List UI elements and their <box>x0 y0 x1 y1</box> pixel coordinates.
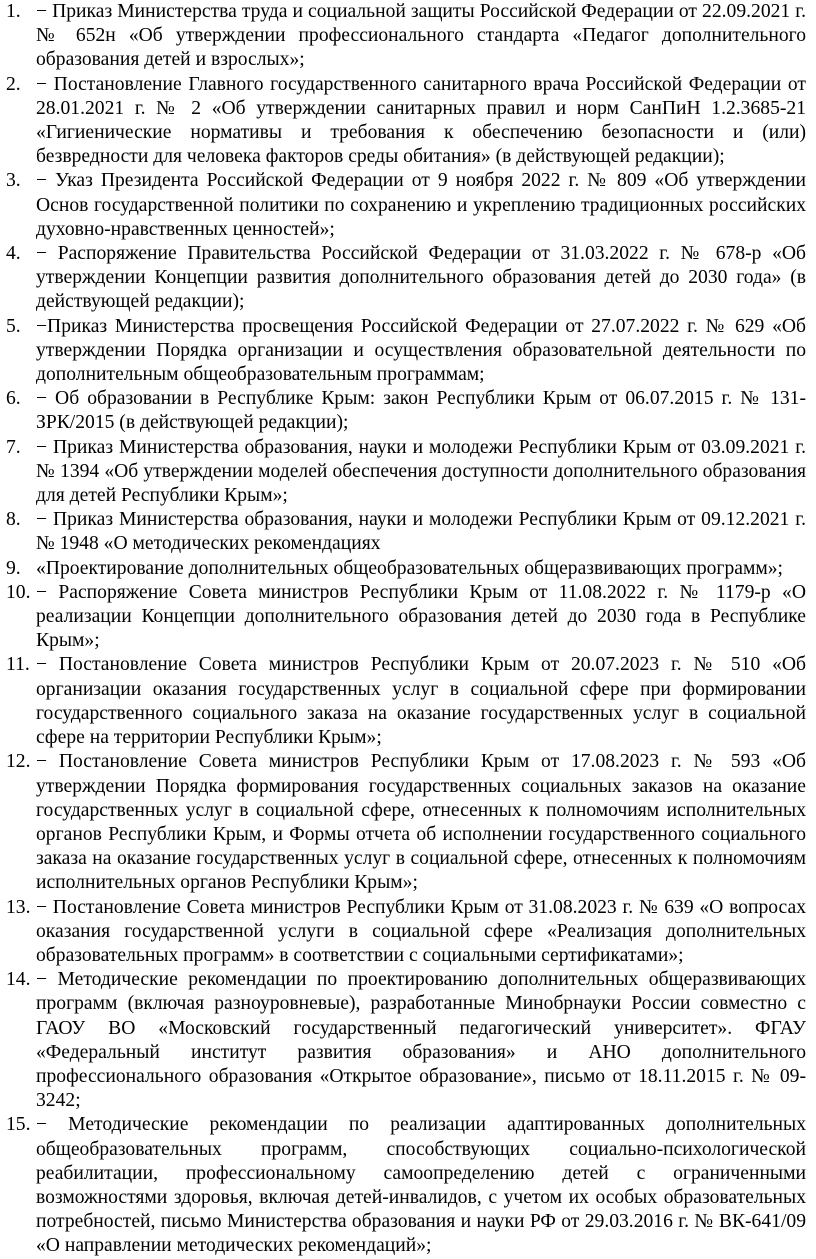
item-number: 1. <box>6 1 21 22</box>
item-text: «Проектирование дополнительных общеобразовательных общеразвивающих программ»; <box>36 557 783 579</box>
item-text: − Постановление Совета министров Республики Крым от 20.07.2023 г. № 510 «Об организации оказания государственных услуг в социальной сфере при формировании государственного социального заказа на оказание государственных услуг в социальной сфере на территории Республики Крым»; <box>36 654 806 749</box>
item-number: 7. <box>6 436 21 458</box>
item-text: − Об образовании в Республике Крым: закон Республики Крым от 06.07.2015 г. № 131-ЗРК/2015 (в действующей редакции); <box>36 388 806 434</box>
item-text: − Постановление Совета министров Республики Крым от 31.08.2023 г. № 639 «О вопросах оказания государственной услуги в социальной сфере «Реализация дополнительных образовательных программ» в соответствии с социальными сертификатами»; <box>36 896 806 966</box>
list-item <box>0 1113 806 1258</box>
item-text: −Приказ Министерства просвещения Российской Федерации от 27.07.2022 г. № 629 «Об утверждении Порядка организации и осуществления образовательной деятельности по дополнительным общеобразовательным программам; <box>36 315 806 386</box>
item-number: 13. <box>6 896 31 918</box>
list-item <box>0 169 806 242</box>
item-number: 9. <box>6 557 21 579</box>
item-text: − Методические рекомендации по проектированию дополнительных общеразвивающих программ (включая разноуровневые), разработанные Минобрнауки России совместно с ГАОУ ВО «Московский государственный педагогический университет». ФГАУ «Федеральный институт развития образования» и АНО дополнительного профессионального образования «Открытое образование», письмо от 18.11.2015 г. № 09-3242; <box>36 969 806 1112</box>
list-item <box>0 315 806 388</box>
list-item <box>0 750 806 895</box>
list-item <box>0 968 806 1113</box>
list-item <box>0 653 806 750</box>
list-item <box>0 436 806 509</box>
list-item <box>0 508 806 556</box>
item-number: 14. <box>6 969 31 991</box>
item-text: − Приказ Министерства образования, науки и молодежи Республики Крым от 09.12.2021 г. № 1948 «О методических рекомендациях <box>36 509 806 555</box>
item-text: − Приказ Министерства образования, науки и молодежи Республики Крым от 03.09.2021 г. № 1394 «Об утверждении моделей обеспечения доступности дополнительного образования для детей Республики Крым»; <box>36 436 806 507</box>
list-item <box>0 581 806 654</box>
item-number: 6. <box>6 388 21 410</box>
list-item <box>0 557 806 581</box>
list-item <box>0 242 806 315</box>
item-number: 11. <box>6 654 30 676</box>
item-text: − Указ Президента Российской Федерации от 9 ноября 2022 г. № 809 «Об утверждении Основ государственной политики по сохранению и укреплению традиционных российских духовно-нравственных ценностей»; <box>36 170 806 240</box>
item-number: 3. <box>6 170 21 192</box>
item-text: − Приказ Министерства труда и социальной защиты Российской Федерации от 22.09.2021 г. № 652н «Об утверждении профессионального стандарта «Педагог дополнительного образования детей и взрослых»; <box>36 1 806 71</box>
item-text: − Распоряжение Совета министров Республики Крым от 11.08.2022 г. № 1179-р «О реализации Концепции дополнительного образования детей до 2030 года в Республике Крым»; <box>36 581 806 652</box>
list-item <box>0 896 806 969</box>
list-item <box>0 73 806 170</box>
list-item <box>0 0 806 73</box>
item-number: 15. <box>6 1114 31 1136</box>
item-text: − Постановление Главного государственного санитарного врача Российской Федерации от 28.01.2021 г. № 2 «Об утверждении санитарных правил и норм СанПиН 1.2.3685-21 «Гигиенические нормативы и требования к обеспечению безопасности и (или) безвредности для человека факторов среды обитания» (в действующей редакции); <box>36 73 806 168</box>
item-text: − Методические рекомендации по реализации адаптированных дополнительных общеобразовательных программ, способствующих социально-психологической реабилитации, профессиональному самоопределению детей с ограниченными возможностями здоровья, включая детей-инвалидов, с учетом их особых образовательных потребностей, письмо Министерства образования и науки РФ от 29.03.2016 г. № ВК-641/09 «О направлении методических рекомендаций»; <box>36 1114 806 1257</box>
item-number: 10. <box>6 581 31 603</box>
item-number: 5. <box>6 315 21 337</box>
item-number: 2. <box>6 73 21 95</box>
item-number: 4. <box>6 243 21 265</box>
item-number: 12. <box>6 751 31 773</box>
item-text: − Распоряжение Правительства Российской Федерации от 31.03.2022 г. № 678-р «Об утверждении Концепции развития дополнительного образования детей до 2030 года» (в действующей редакции); <box>36 243 806 313</box>
list-item <box>0 387 806 435</box>
item-text: − Постановление Совета министров Республики Крым от 17.08.2023 г. № 593 «Об утверждении Порядка формирования государственных социальных заказов на оказание государственных услуг в социальной сфере, отнесенных к полномочиям исполнительных органов Республики Крым, и Формы отчета об исполнении государственного социального заказа на оказание государственных услуг в социальной сфере, отнесенных к полномочиям исполнительных органов Республики Крым»; <box>36 751 806 894</box>
item-number: 8. <box>6 509 21 531</box>
